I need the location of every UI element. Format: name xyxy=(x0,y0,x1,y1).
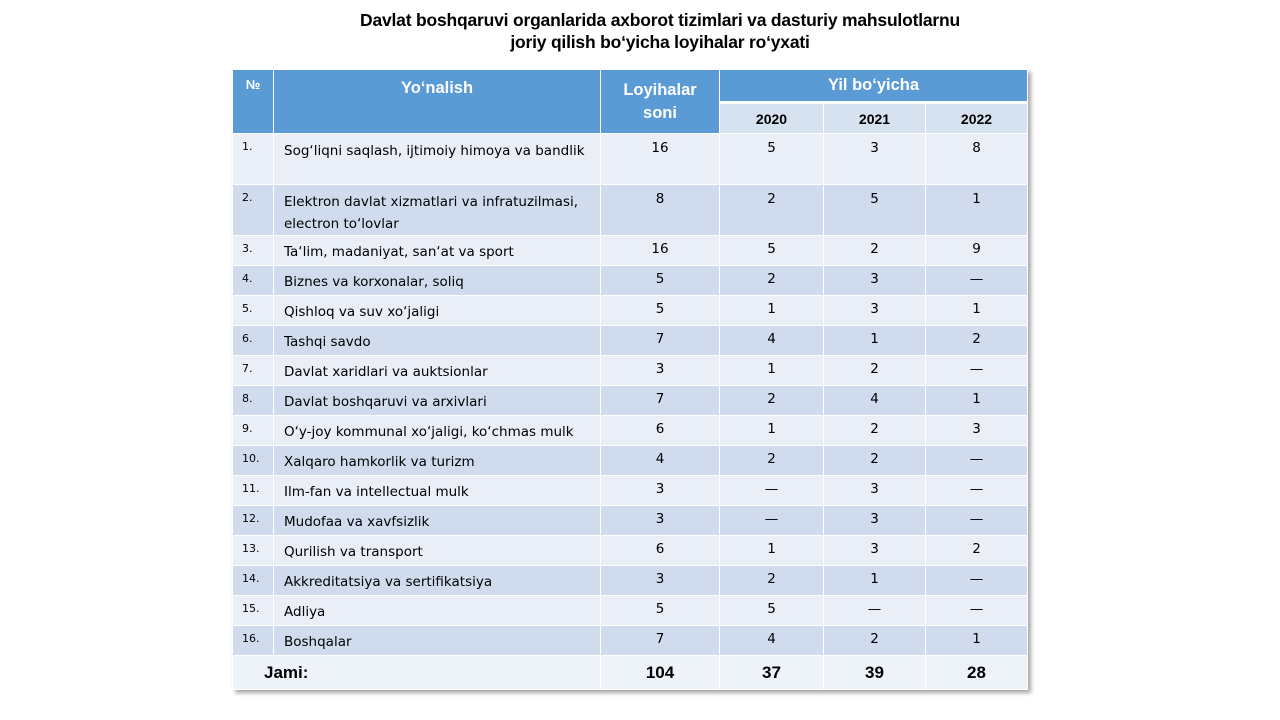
row-number: 4. xyxy=(233,266,274,296)
table-row xyxy=(233,356,1028,386)
row-year-2022: 1 xyxy=(926,296,1028,326)
row-project-count: 8 xyxy=(601,185,720,236)
row-year-2021: 2 xyxy=(824,356,926,386)
row-direction: Sog‘liqni saqlash, ijtimoiy himoya va bandlik xyxy=(274,134,601,185)
row-year-2020: 2 xyxy=(720,446,824,476)
total-year-2022: 28 xyxy=(926,656,1028,690)
row-year-2020: 2 xyxy=(720,566,824,596)
page-title xyxy=(230,9,1090,53)
row-number: 2. xyxy=(233,185,274,236)
row-direction: Ilm-fan va intellectual mulk xyxy=(274,476,601,506)
row-year-2021: — xyxy=(824,596,926,626)
row-year-2022: 9 xyxy=(926,236,1028,266)
row-project-count: 3 xyxy=(601,566,720,596)
row-number: 8. xyxy=(233,386,274,416)
row-year-2020: — xyxy=(720,476,824,506)
row-year-2020: 5 xyxy=(720,596,824,626)
title-line-1: Davlat boshqaruvi organlarida axborot tizimlari va dasturiy mahsulotlarnu xyxy=(360,10,960,30)
row-year-2022: — xyxy=(926,566,1028,596)
row-number: 13. xyxy=(233,536,274,566)
header-year-2021: 2021 xyxy=(824,103,926,134)
table-row xyxy=(233,326,1028,356)
header-number: № xyxy=(233,70,274,134)
row-year-2021: 2 xyxy=(824,446,926,476)
row-project-count: 5 xyxy=(601,266,720,296)
row-year-2021: 3 xyxy=(824,506,926,536)
row-year-2021: 2 xyxy=(824,626,926,656)
table-row xyxy=(233,416,1028,446)
projects-table-wrapper xyxy=(232,69,1028,690)
row-project-count: 16 xyxy=(601,134,720,185)
row-year-2020: 1 xyxy=(720,416,824,446)
table-row xyxy=(233,386,1028,416)
row-project-count: 3 xyxy=(601,476,720,506)
row-project-count: 6 xyxy=(601,416,720,446)
row-year-2020: 1 xyxy=(720,296,824,326)
row-direction: Ta‘lim, madaniyat, san‘at va sport xyxy=(274,236,601,266)
table-row xyxy=(233,185,1028,236)
row-direction: O‘y-joy kommunal xo‘jaligi, ko‘chmas mulk xyxy=(274,416,601,446)
table-row xyxy=(233,446,1028,476)
row-project-count: 5 xyxy=(601,596,720,626)
row-year-2022: — xyxy=(926,506,1028,536)
row-project-count: 7 xyxy=(601,326,720,356)
row-number: 10. xyxy=(233,446,274,476)
row-number: 11. xyxy=(233,476,274,506)
row-year-2022: — xyxy=(926,356,1028,386)
table-row xyxy=(233,506,1028,536)
row-year-2020: 2 xyxy=(720,386,824,416)
row-year-2021: 3 xyxy=(824,296,926,326)
table-body xyxy=(233,134,1028,690)
row-number: 5. xyxy=(233,296,274,326)
table-row xyxy=(233,266,1028,296)
row-direction: Davlat xaridlari va auktsionlar xyxy=(274,356,601,386)
row-project-count: 6 xyxy=(601,536,720,566)
total-row xyxy=(233,656,1028,690)
row-year-2021: 4 xyxy=(824,386,926,416)
row-year-2020: 1 xyxy=(720,356,824,386)
row-project-count: 7 xyxy=(601,626,720,656)
row-year-2020: 1 xyxy=(720,536,824,566)
header-year-2022: 2022 xyxy=(926,103,1028,134)
row-direction: Biznes va korxonalar, soliq xyxy=(274,266,601,296)
row-number: 9. xyxy=(233,416,274,446)
row-project-count: 4 xyxy=(601,446,720,476)
row-year-2021: 3 xyxy=(824,536,926,566)
row-year-2022: — xyxy=(926,476,1028,506)
row-number: 7. xyxy=(233,356,274,386)
row-direction: Elektron davlat xizmatlari va infratuzilmasi, electron to‘lovlar xyxy=(274,185,601,236)
row-year-2022: — xyxy=(926,266,1028,296)
row-number: 16. xyxy=(233,626,274,656)
row-year-2022: — xyxy=(926,446,1028,476)
table-row xyxy=(233,476,1028,506)
row-project-count: 16 xyxy=(601,236,720,266)
row-direction: Boshqalar xyxy=(274,626,601,656)
row-number: 12. xyxy=(233,506,274,536)
row-direction: Akkreditatsiya va sertifikatsiya xyxy=(274,566,601,596)
row-project-count: 5 xyxy=(601,296,720,326)
table-row xyxy=(233,296,1028,326)
row-year-2022: 3 xyxy=(926,416,1028,446)
row-project-count: 3 xyxy=(601,506,720,536)
table-row xyxy=(233,536,1028,566)
header-by-year: Yil bo‘yicha xyxy=(720,70,1028,103)
row-year-2021: 2 xyxy=(824,416,926,446)
header-direction: Yo‘nalish xyxy=(274,70,601,134)
row-year-2020: 4 xyxy=(720,626,824,656)
header-count-line-2: soni xyxy=(643,103,677,122)
row-number: 1. xyxy=(233,134,274,185)
row-year-2022: 8 xyxy=(926,134,1028,185)
table-row xyxy=(233,566,1028,596)
row-year-2020: 2 xyxy=(720,185,824,236)
total-year-2020: 37 xyxy=(720,656,824,690)
row-year-2020: 4 xyxy=(720,326,824,356)
table-row xyxy=(233,626,1028,656)
header-project-count xyxy=(601,70,720,134)
header-count-line-1: Loyihalar xyxy=(623,80,697,99)
row-direction: Qurilish va transport xyxy=(274,536,601,566)
row-year-2021: 3 xyxy=(824,134,926,185)
table-row xyxy=(233,134,1028,185)
row-year-2022: 2 xyxy=(926,326,1028,356)
row-number: 14. xyxy=(233,566,274,596)
table-row xyxy=(233,236,1028,266)
row-direction: Tashqi savdo xyxy=(274,326,601,356)
title-line-2: joriy qilish bo‘yicha loyihalar ro‘yxati xyxy=(510,32,810,52)
row-year-2020: 2 xyxy=(720,266,824,296)
table-row xyxy=(233,596,1028,626)
row-year-2022: 1 xyxy=(926,626,1028,656)
row-year-2022: 1 xyxy=(926,185,1028,236)
row-year-2021: 1 xyxy=(824,326,926,356)
row-year-2021: 1 xyxy=(824,566,926,596)
row-direction: Mudofaa va xavfsizlik xyxy=(274,506,601,536)
row-year-2021: 3 xyxy=(824,266,926,296)
header-year-2020: 2020 xyxy=(720,103,824,134)
row-year-2022: 2 xyxy=(926,536,1028,566)
row-year-2020: 5 xyxy=(720,134,824,185)
row-number: 6. xyxy=(233,326,274,356)
row-direction: Qishloq va suv xo‘jaligi xyxy=(274,296,601,326)
row-year-2020: — xyxy=(720,506,824,536)
row-project-count: 3 xyxy=(601,356,720,386)
row-number: 15. xyxy=(233,596,274,626)
projects-table xyxy=(232,69,1028,690)
row-year-2020: 5 xyxy=(720,236,824,266)
total-project-count: 104 xyxy=(601,656,720,690)
row-year-2021: 5 xyxy=(824,185,926,236)
row-direction: Adliya xyxy=(274,596,601,626)
row-year-2021: 2 xyxy=(824,236,926,266)
row-year-2022: — xyxy=(926,596,1028,626)
row-number: 3. xyxy=(233,236,274,266)
total-label: Jami: xyxy=(233,656,601,690)
row-direction: Xalqaro hamkorlik va turizm xyxy=(274,446,601,476)
total-year-2021: 39 xyxy=(824,656,926,690)
row-year-2022: 1 xyxy=(926,386,1028,416)
row-direction: Davlat boshqaruvi va arxivlari xyxy=(274,386,601,416)
row-year-2021: 3 xyxy=(824,476,926,506)
row-project-count: 7 xyxy=(601,386,720,416)
